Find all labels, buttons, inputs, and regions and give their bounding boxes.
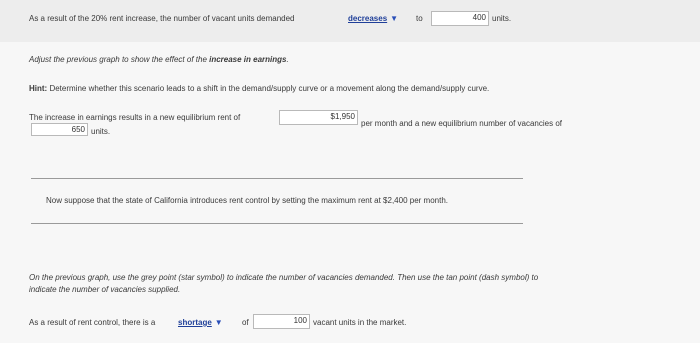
market-outcome-dropdown[interactable] <box>178 318 223 327</box>
market-outcome-selected: shortage <box>178 318 212 327</box>
shortage-quantity-input[interactable]: 100 <box>253 314 310 329</box>
demand-change-selected: decreases <box>348 14 388 23</box>
q5-prefix: As a result of rent control, there is a <box>29 318 156 327</box>
hint-text: Determine whether this scenario leads to a shift in the demand/supply curve or a movement along the demand/supply curve. <box>47 84 490 93</box>
q1-suffix: units. <box>492 14 512 23</box>
graph-instruction-line1: On the previous graph, use the grey point (star symbol) to indicate the number of vacancies demanded. Then use the tan point (dash symbol) to <box>29 273 539 282</box>
divider <box>31 223 523 224</box>
divider <box>31 178 523 179</box>
adjust-text-b: increase in earnings <box>209 55 287 64</box>
q5-suffix: vacant units in the market. <box>313 318 407 327</box>
adjust-text-a: Adjust the previous graph to show the effect of the <box>29 55 210 64</box>
q2-text-c: units. <box>91 127 111 136</box>
adjust-instruction <box>29 55 289 64</box>
adjust-text-c: . <box>286 55 289 64</box>
hint <box>29 84 489 93</box>
graph-instruction-line2: indicate the number of vacancies supplied. <box>29 285 181 294</box>
equilibrium-rent-input[interactable]: $1,950 <box>279 110 358 125</box>
quantity-demanded-input[interactable]: 400 <box>431 11 489 26</box>
q2-text-b: per month and a new equilibrium number of vacancies of <box>361 119 562 128</box>
q5-of: of <box>242 318 249 327</box>
hint-label: Hint: <box>29 84 48 93</box>
chevron-down-icon: ▼ <box>214 318 223 327</box>
q1-to: to <box>416 14 423 23</box>
q1-prefix: As a result of the 20% rent increase, the number of vacant units demanded <box>29 14 295 23</box>
demand-change-dropdown[interactable] <box>348 14 398 23</box>
chevron-down-icon: ▼ <box>390 14 399 23</box>
equilibrium-vacancies-input[interactable]: 650 <box>31 123 88 136</box>
rent-control-statement: Now suppose that the state of California introduces rent control by setting the maximum rent at $2,400 per month. <box>46 196 448 205</box>
q2-text-a: The increase in earnings results in a new equilibrium rent of <box>29 113 241 122</box>
